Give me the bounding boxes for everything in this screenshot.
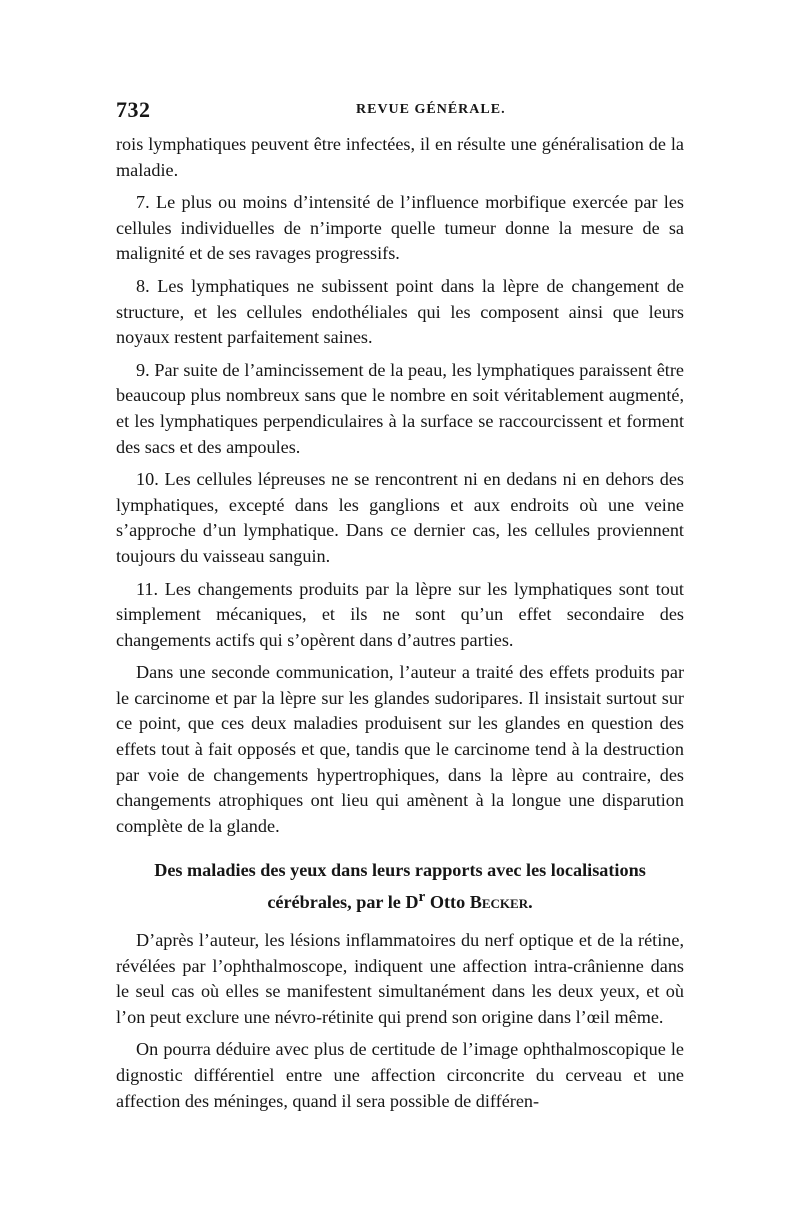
paragraph-continuation: rois lymphatiques peuvent être infectées, il en résulte une généralisation de la maladie. [116,134,684,180]
paragraph-point-10: 10. Les cellules lépreuses ne se rencontrent ni en dedans ni en dehors des lymphatiques, excepté dans les ganglions et aux endroits où une veine s’approche d’un lymphatique. Dans ce dernier cas, les cellules proviennent toujours du vaisseau sanguin. [116,469,684,566]
section-heading [116,858,684,915]
section-heading-title: Des maladies des yeux dans leurs rapports avec les localisations cérébrales, [154,860,646,912]
section-heading-author: Becker [469,891,529,912]
section-paragraph-1: D’après l’auteur, les lésions inflammatoires du nerf optique et de la rétine, révélées par l’ophthalmoscope, indiquent une affection intra-crânienne dans le seul cas où elles se manifestent simultanément dans les deux yeux, et où l’on peut exclure une névro-rétinite qui prend son origine dans l’œil même. [116,930,684,1027]
paragraph-point-8: 8. Les lymphatiques ne subissent point dans la lèpre de changement de structure, et les cellules endothéliales qui les composent ainsi que leurs noyaux restent parfaitement saines. [116,275,684,348]
section-heading-byline: par le D [351,891,419,912]
paragraph-point-11: 11. Les changements produits par la lèpre sur les lymphatiques sont tout simplement mécaniques, et ils ne sont qu’un effet secondaire des changements actifs qui s’opèrent dans d’autres parties. [116,578,684,650]
paragraph-point-7: 7. Le plus ou moins d’intensité de l’influence morbifique exercée par les cellules individuelles de n’importe quelle tumeur donne la mesure de sa malignité et de ses ravages progressifs. [116,192,684,264]
paragraph-second-communication: Dans une seconde communication, l’auteur a traité des effets produits par le carcinome et par la lèpre sur les glandes sudoripares. Il insistait surtout sur ce point, que ces deux maladies produisent sur les glandes en question des effets tout à fait opposés et que, tandis que le carcinome tend à la destruction par voie de changements hypertrophiques, dans la lèpre au contraire, des changements atrophiques ont lieu qui amènent à la longue une disparution complète de la glande. [116,662,684,836]
running-title: REVUE GÉNÉRALE. [356,102,506,117]
running-head [116,97,696,123]
paragraph-point-9: 9. Par suite de l’amincissement de la peau, les lymphatiques paraissent être beaucoup plus nombreux sans que le nombre en soit véritablement augmenté, et les lymphatiques perpendiculaires à la surface se raccourcissent et forment des sacs et des ampoules. [116,359,684,457]
section-paragraph-2: On pourra déduire avec plus de certitude de l’image ophthalmoscopique le dignostic différentiel entre une affection circoncrite du cerveau et une affection des méninges, quand il sera possible de différen- [116,1039,684,1111]
section-heading-title-abbrev: r [418,887,426,905]
section-heading-period: . [528,891,533,912]
section-heading-first-name: Otto [425,891,470,912]
section-body [116,928,684,1114]
page-number: 732 [116,97,151,122]
article-body [116,132,684,839]
